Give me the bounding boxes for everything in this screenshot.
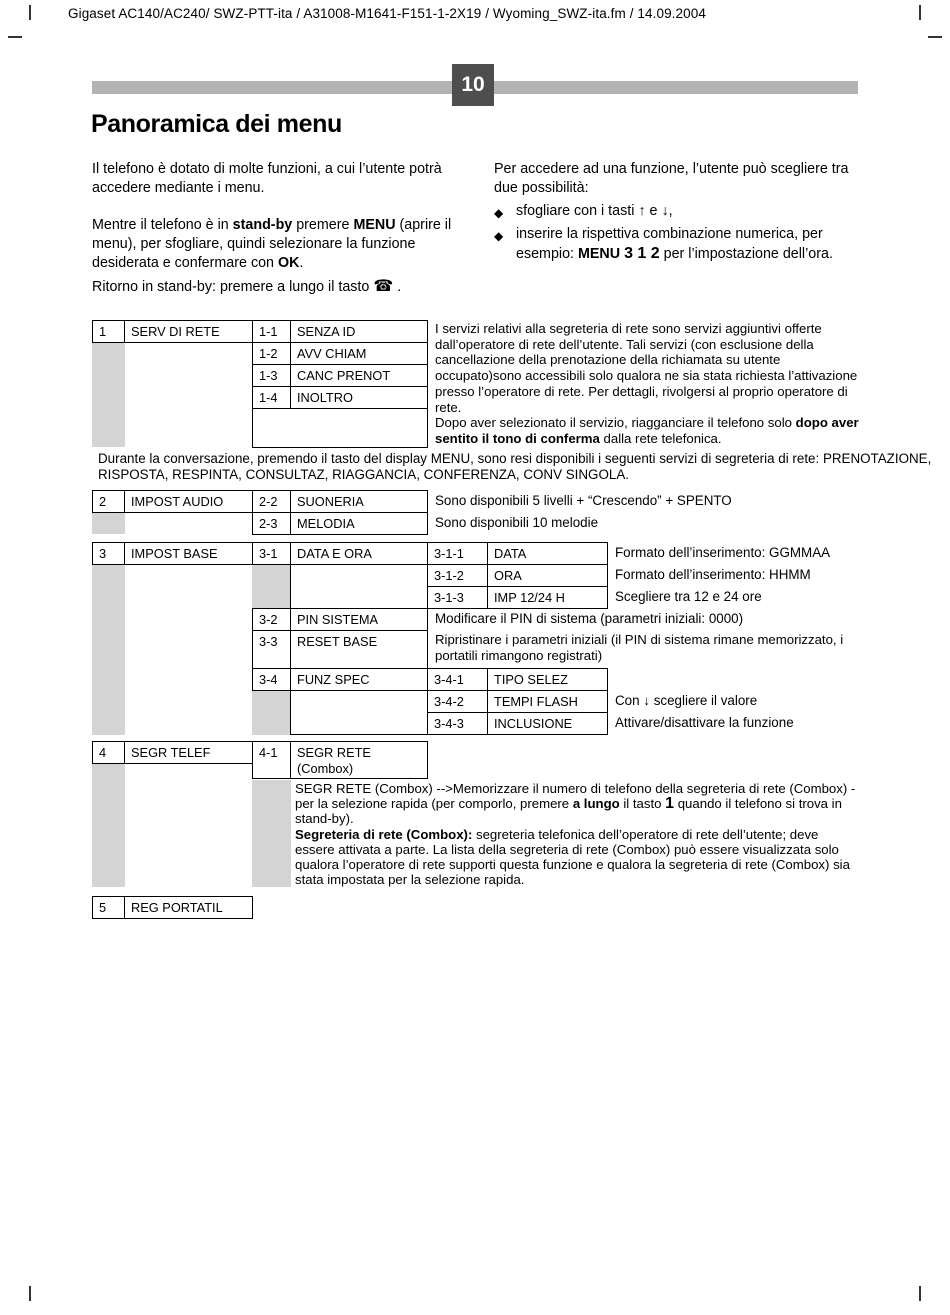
menu-3-1-1-label-cell: DATA [487,542,608,565]
menu-3-1-number-cell: 3-1 [252,542,291,565]
menu-3-number-cell: 3 [92,542,125,565]
menu-4-1-continuation-shade [252,780,291,887]
menu-1-empty-cell [252,408,428,448]
digit-keys: 3 1 2 [624,245,660,262]
menu-1-3-label-cell: CANC PRENOT [290,364,428,387]
menu-2-2-number-cell: 2-2 [252,490,291,513]
menu-5-label-cell: REG PORTATIL [124,896,253,919]
crop-mark-right [928,36,942,38]
crop-mark-left [8,36,22,38]
menu-2-number-cell: 2 [92,490,125,513]
menu-3-1-1-number-cell: 3-1-1 [427,542,488,565]
menu-1-4-label-cell: INOLTRO [290,386,428,409]
menu-5-number-cell: 5 [92,896,125,919]
menu-4-number-cell: 4 [92,741,125,764]
menu-3-label-cell: IMPOST BASE [124,542,253,565]
menu-1-4-number-cell: 1-4 [252,386,291,409]
menu-3-continuation-shade [92,565,125,735]
menu-3-3-number-cell: 3-3 [252,630,291,669]
digit-key-1: 1 [665,795,675,813]
menu-3-2-label-cell: PIN SISTEMA [290,608,428,631]
menu-1-2-number-cell: 1-2 [252,342,291,365]
diamond-bullet-icon: ◆ [494,206,504,220]
bullet-text: inserire la rispettiva combinazione numerica, per esempio: MENU 3 1 2 per l’impostazione dell’ora. [516,226,833,262]
menu-1-1-number-cell: 1-1 [252,320,291,343]
menu-1-continuation-shade [92,343,125,447]
up-arrow-key-icon: ↑ [638,203,646,219]
crop-mark-top-right [919,5,921,20]
crop-mark-bottom-right [919,1286,921,1301]
menu-3-4-label-cell: FUNZ SPEC [290,668,428,691]
crop-mark-bottom-left [29,1286,31,1301]
menu-2-2-label-cell: SUONERIA [290,490,428,513]
bullet-text: sfogliare con i tasti ↑ e ↓, [516,203,673,219]
down-arrow-key-icon: ↓ [661,203,669,219]
menu-4-continuation-shade [92,764,125,887]
down-arrow-key-icon: ↓ [643,693,650,708]
document-header: Gigaset AC140/AC240/ SWZ-PTT-ita / A31008-M1641-F151-1-2X19 / Wyoming_SWZ-ita.fm / 14.09.2004 [68,6,706,21]
menu-3-2-number-cell: 3-2 [252,608,291,631]
menu-1-conversation-note: Durante la conversazione, premendo il tasto del display MENU, sono resi disponibili i seguenti servizi di segreteria di rete: PRENOTAZIONE, RISPOSTA, RESPINTA, CONSULTAZ, RIAGGANCIA, CONFERENZA, CONV SINGOLA. [98,451,932,482]
menu-4-1-label-cell: SEGR RETE (Combox) [290,741,428,779]
menu-1-number-cell: 1 [92,320,125,343]
crop-mark-top-left [29,5,31,20]
page-title: Panoramica dei menu [91,110,342,138]
menu-3-4-2-number-cell: 3-4-2 [427,690,488,713]
menu-3-4-continuation-shade [252,691,291,735]
intro-right-column [494,160,868,264]
menu-1-1-label-cell: SENZA ID [290,320,428,343]
menu-3-1-1-description: Formato dell’inserimento: GGMMAA [615,545,831,560]
menu-3-4-1-label-cell: TIPO SELEZ [487,668,608,691]
menu-4-label-cell: SEGR TELEF [124,741,253,764]
menu-3-1-2-description: Formato dell’inserimento: HHMM [615,567,811,582]
menu-3-1-2-label-cell: ORA [487,564,608,587]
menu-1-2-label-cell: AVV CHIAM [290,342,428,365]
menu-1-3-number-cell: 1-3 [252,364,291,387]
menu-2-3-label-cell: MELODIA [290,512,428,535]
menu-3-1-2-number-cell: 3-1-2 [427,564,488,587]
menu-3-3-label-cell: RESET BASE [290,630,428,669]
menu-3-1-3-number-cell: 3-1-3 [427,586,488,609]
menu-3-1-empty-cell [290,564,428,609]
menu-3-4-2-description: Con ↓ scegliere il valore [615,693,758,708]
menu-3-4-empty-cell [290,690,428,735]
menu-3-3-description: Ripristinare i parametri iniziali (il PIN di sistema rimane memorizzato, i portatili rimangono registrati) [435,632,844,663]
menu-2-continuation-shade [92,513,125,534]
menu-3-4-3-description: Attivare/disattivare la funzione [615,715,794,730]
menu-3-1-3-label-cell: IMP 12/24 H [487,586,608,609]
menu-2-3-number-cell: 2-3 [252,512,291,535]
menu-3-4-3-number-cell: 3-4-3 [427,712,488,735]
menu-3-2-description: Modificare il PIN di sistema (parametri iniziali: 0000) [435,611,744,626]
menu-3-4-number-cell: 3-4 [252,668,291,691]
bullet-item-scroll [494,202,868,223]
menu-4-1-number-cell: 4-1 [252,741,291,779]
menu-3-1-label-cell: DATA E ORA [290,542,428,565]
menu-2-label-cell: IMPOST AUDIO [124,490,253,513]
menu-3-4-3-label-cell: INCLUSIONE [487,712,608,735]
menu-2-2-description: Sono disponibili 5 livelli + “Crescendo” + SPENTO [435,493,732,508]
menu-1-description: I servizi relativi alla segreteria di rete sono servizi aggiuntivi offerte dall’operatore di rete dell’utente. Tali servizi (con esclusione della cancellazione della prenotazione della richiamata su utente occupato)sono accessibili solo qualora ne sia stata richiesta l’attivazione presso l’operatore di rete. Per dettagli, rivolgersi al proprio operatore di rete. Dopo aver selezionato il servizio, riagganciare il telefono solo dopo aver sentito il tono di conferma dalla rete telefonica. [435,321,859,446]
bullet-item-numeric [494,225,868,264]
menu-4-description: SEGR RETE (Combox) -->Memorizzare il numero di telefono della segreteria di rete (Combox) - per la selezione rapida (per comporlo, premere a lungo il tasto 1 quando il telefono si trova in stand-by). Segreteria di rete (Combox): segreteria telefonica dell’operatore di rete dell’utente; deve essere attivata a parte. La lista della segreteria di rete (Combox) può essere visualizzata solo qualora l’operatore di rete supporti questa funzione e qualora la segreteria di rete (Combox) sia stata impostata per la selezione rapida. [295,781,856,888]
intro-paragraph-1: Il telefono è dotato di molte funzioni, a cui l’utente potrà accedere mediante i menu. [92,161,442,196]
menu-3-4-2-label-cell: TEMPI FLASH [487,690,608,713]
menu-1-label-cell: SERV DI RETE [124,320,253,343]
intro-paragraph-3: Ritorno in stand-by: premere a lungo il tasto ☎ . [92,278,402,295]
menu-3-1-continuation-shade [252,565,291,609]
intro-paragraph-2: Mentre il telefono è in stand-by premere MENU (aprire il menu), per sfogliare, quindi selezionare la funzione desiderata e confermare con OK. [92,217,452,271]
menu-3-4-1-number-cell: 3-4-1 [427,668,488,691]
menu-3-1-3-description: Scegliere tra 12 e 24 ore [615,589,762,604]
page-number-badge: 10 [452,64,494,106]
diamond-bullet-icon: ◆ [494,229,504,243]
menu-2-3-description: Sono disponibili 10 melodie [435,515,599,530]
hang-up-key-icon: ☎ [373,278,394,295]
intro-right-paragraph: Per accedere ad una funzione, l’utente può scegliere tra due possibilità: [494,161,849,196]
intro-left-column [92,160,462,315]
